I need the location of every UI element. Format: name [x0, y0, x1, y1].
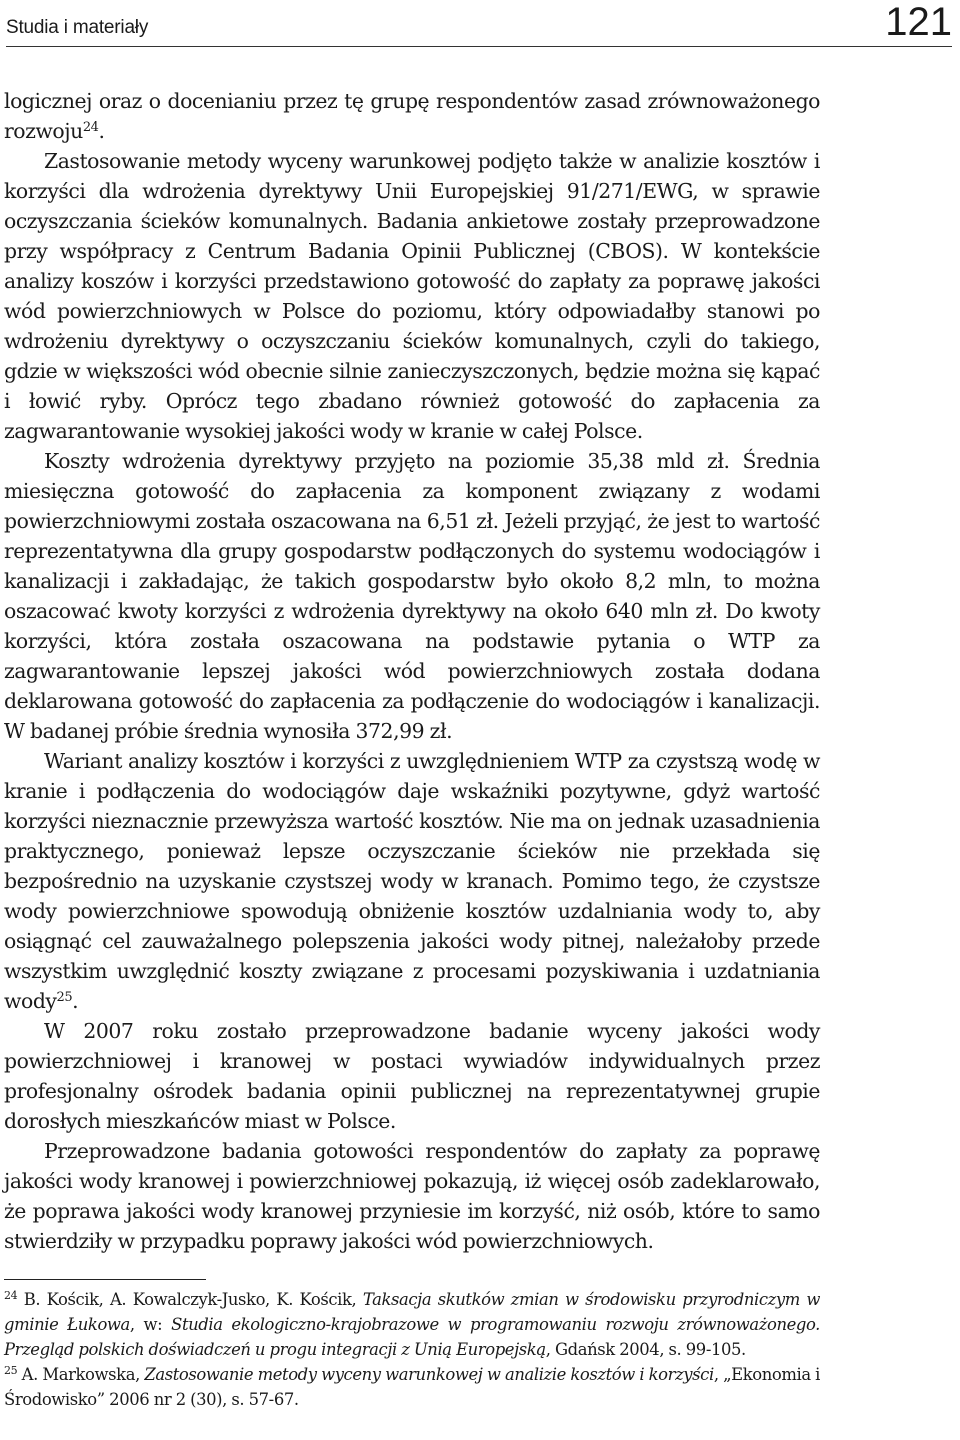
footnote-25-rest: , „Ekonomia i Środowisko” 2006 nr 2 (30), s. 57-67.	[4, 1365, 820, 1409]
footnote-24	[4, 1287, 820, 1362]
paragraph-5: W 2007 roku zostało przeprowadzone badanie wyceny jakości wody powierzchniowej i kranowej w postaci wywiadów indywidualnych przez profesjonalny ośrodek badania opinii publicznej na reprezentatywnej grupie dorosłych mieszkańców miast w Polsce.	[4, 1019, 820, 1133]
footnote-24-authors: B. Kościk, A. Kowalczyk-Jusko, K. Kościk,	[17, 1290, 363, 1309]
footnote-25-authors: A. Markowska,	[17, 1365, 145, 1384]
footnote-ref-24: 24	[82, 119, 99, 135]
paragraph-4-end: .	[72, 989, 79, 1013]
footnote-ref-25: 25	[56, 989, 73, 1005]
footnote-separator	[4, 1279, 206, 1280]
footnote-24-title: Taksacja skutków zmian w środowisku przyrodniczym w gminie Łukowa	[4, 1290, 820, 1334]
paragraph-1	[4, 86, 820, 146]
page-number: 121	[885, 0, 952, 44]
paragraph-6: Przeprowadzone badania gotowości respondentów do zapłaty za poprawę jakości wody kranowej i powierzchniowej pokazują, iż więcej osób zadeklarowało, że poprawa jakości wody kranowej przyniesie im korzyść, niż osób, które to samo stwierdziły w przypadku poprawy jakości wód powierzchniowych.	[4, 1139, 820, 1253]
footnote-24-source: Studia ekologiczno-krajobrazowe w programowaniu rozwoju zrównoważonego. Przegląd polskich doświadczeń u progu integracji z Unią Europejską	[4, 1315, 820, 1359]
paragraph-1-end: .	[98, 119, 105, 143]
footnote-24-in: , w:	[129, 1315, 172, 1334]
paragraph-2: Zastosowanie metody wyceny warunkowej podjęto także w analizie kosztów i korzyści dla wdrożenia dyrektywy Unii Europejskiej 91/271/EWG, w sprawie oczyszczania ścieków komunalnych. Badania ankietowe zostały przeprowadzone przy współpracy z Centrum Badania Opinii Publicznej (CBOS). W kontekście analizy koszów i korzyści przedstawiono gotowość do zapłaty za poprawę jakości wód powierzchniowych w Polsce do poziomu, który odpowiadałby stanowi po wdrożeniu dyrektywy o oczyszczaniu ścieków komunalnych, czyli do takiego, gdzie w większości wód obecnie silnie zanieczyszczonych, będzie można się kąpać i łowić ryby. Oprócz tego zbadano również gotowość do zapłacenia za zagwarantowanie wysokiej jakości wody w kranie w całej Polsce.	[4, 149, 820, 443]
footnote-24-rest: , Gdańsk 2004, s. 99-105.	[545, 1340, 746, 1359]
main-text	[4, 86, 820, 1256]
footnote-25-title: Zastosowanie metody wyceny warunkowej w analizie kosztów i korzyści	[144, 1365, 714, 1384]
running-head-section: Studia i materiały	[6, 17, 149, 38]
paragraph-4	[4, 746, 820, 1016]
paragraph-3: Koszty wdrożenia dyrektywy przyjęto na poziomie 35,38 mld zł. Średnia miesięczna gotowość do zapłacenia za komponent związany z wodami powierzchniowymi została oszacowana na 6,51 zł. Jeżeli przyjąć, że jest to wartość reprezentatywna dla grupy gospodarstw podłączonych do systemu wodociągów i kanalizacji i zakładając, że takich gospodarstw było około 8,2 mln, to można oszacować kwoty korzyści z wdrożenia dyrektywy na około 640 mln zł. Do kwoty korzyści, która została oszacowana na podstawie pytania o WTP za zagwarantowanie lepszej jakości wód powierzchniowych została dodana deklarowana gotowość do zapłacenia za podłączenie do wodociągów i kanalizacji. W badanej próbie średnia wynosiła 372,99 zł.	[4, 449, 820, 743]
footnotes	[4, 1287, 820, 1412]
footnote-25-number: 25	[4, 1363, 18, 1377]
paragraph-4-text: Wariant analizy kosztów i korzyści z uwzględnieniem WTP za czystszą wodę w kranie i podłączenia do wodociągów daje wskaźniki pozytywne, gdyż wartość korzyści nieznacznie przewyższa wartość kosztów. Nie ma on jednak uzasadnienia praktycznego, ponieważ lepsze oczyszczanie ścieków nie przekłada się bezpośrednio na uzyskanie czystszej wody w kranach. Pomimo tego, że czystsze wody powierzchniowe spowodują obniżenie kosztów uzdalniania wody to, aby osiągnąć cel zauważalnego polepszenia jakości wody pitnej, należałoby przede wszystkim uwzględnić koszty związane z procesami pozyskiwania i uzdatniania wody	[4, 749, 820, 1013]
page-header	[6, 0, 952, 47]
paragraph-1-text: logicznej oraz o docenianiu przez tę grupę respondentów zasad zrównoważonego rozwoju	[4, 89, 820, 143]
footnote-25	[4, 1362, 820, 1412]
footnote-24-number: 24	[4, 1288, 18, 1302]
